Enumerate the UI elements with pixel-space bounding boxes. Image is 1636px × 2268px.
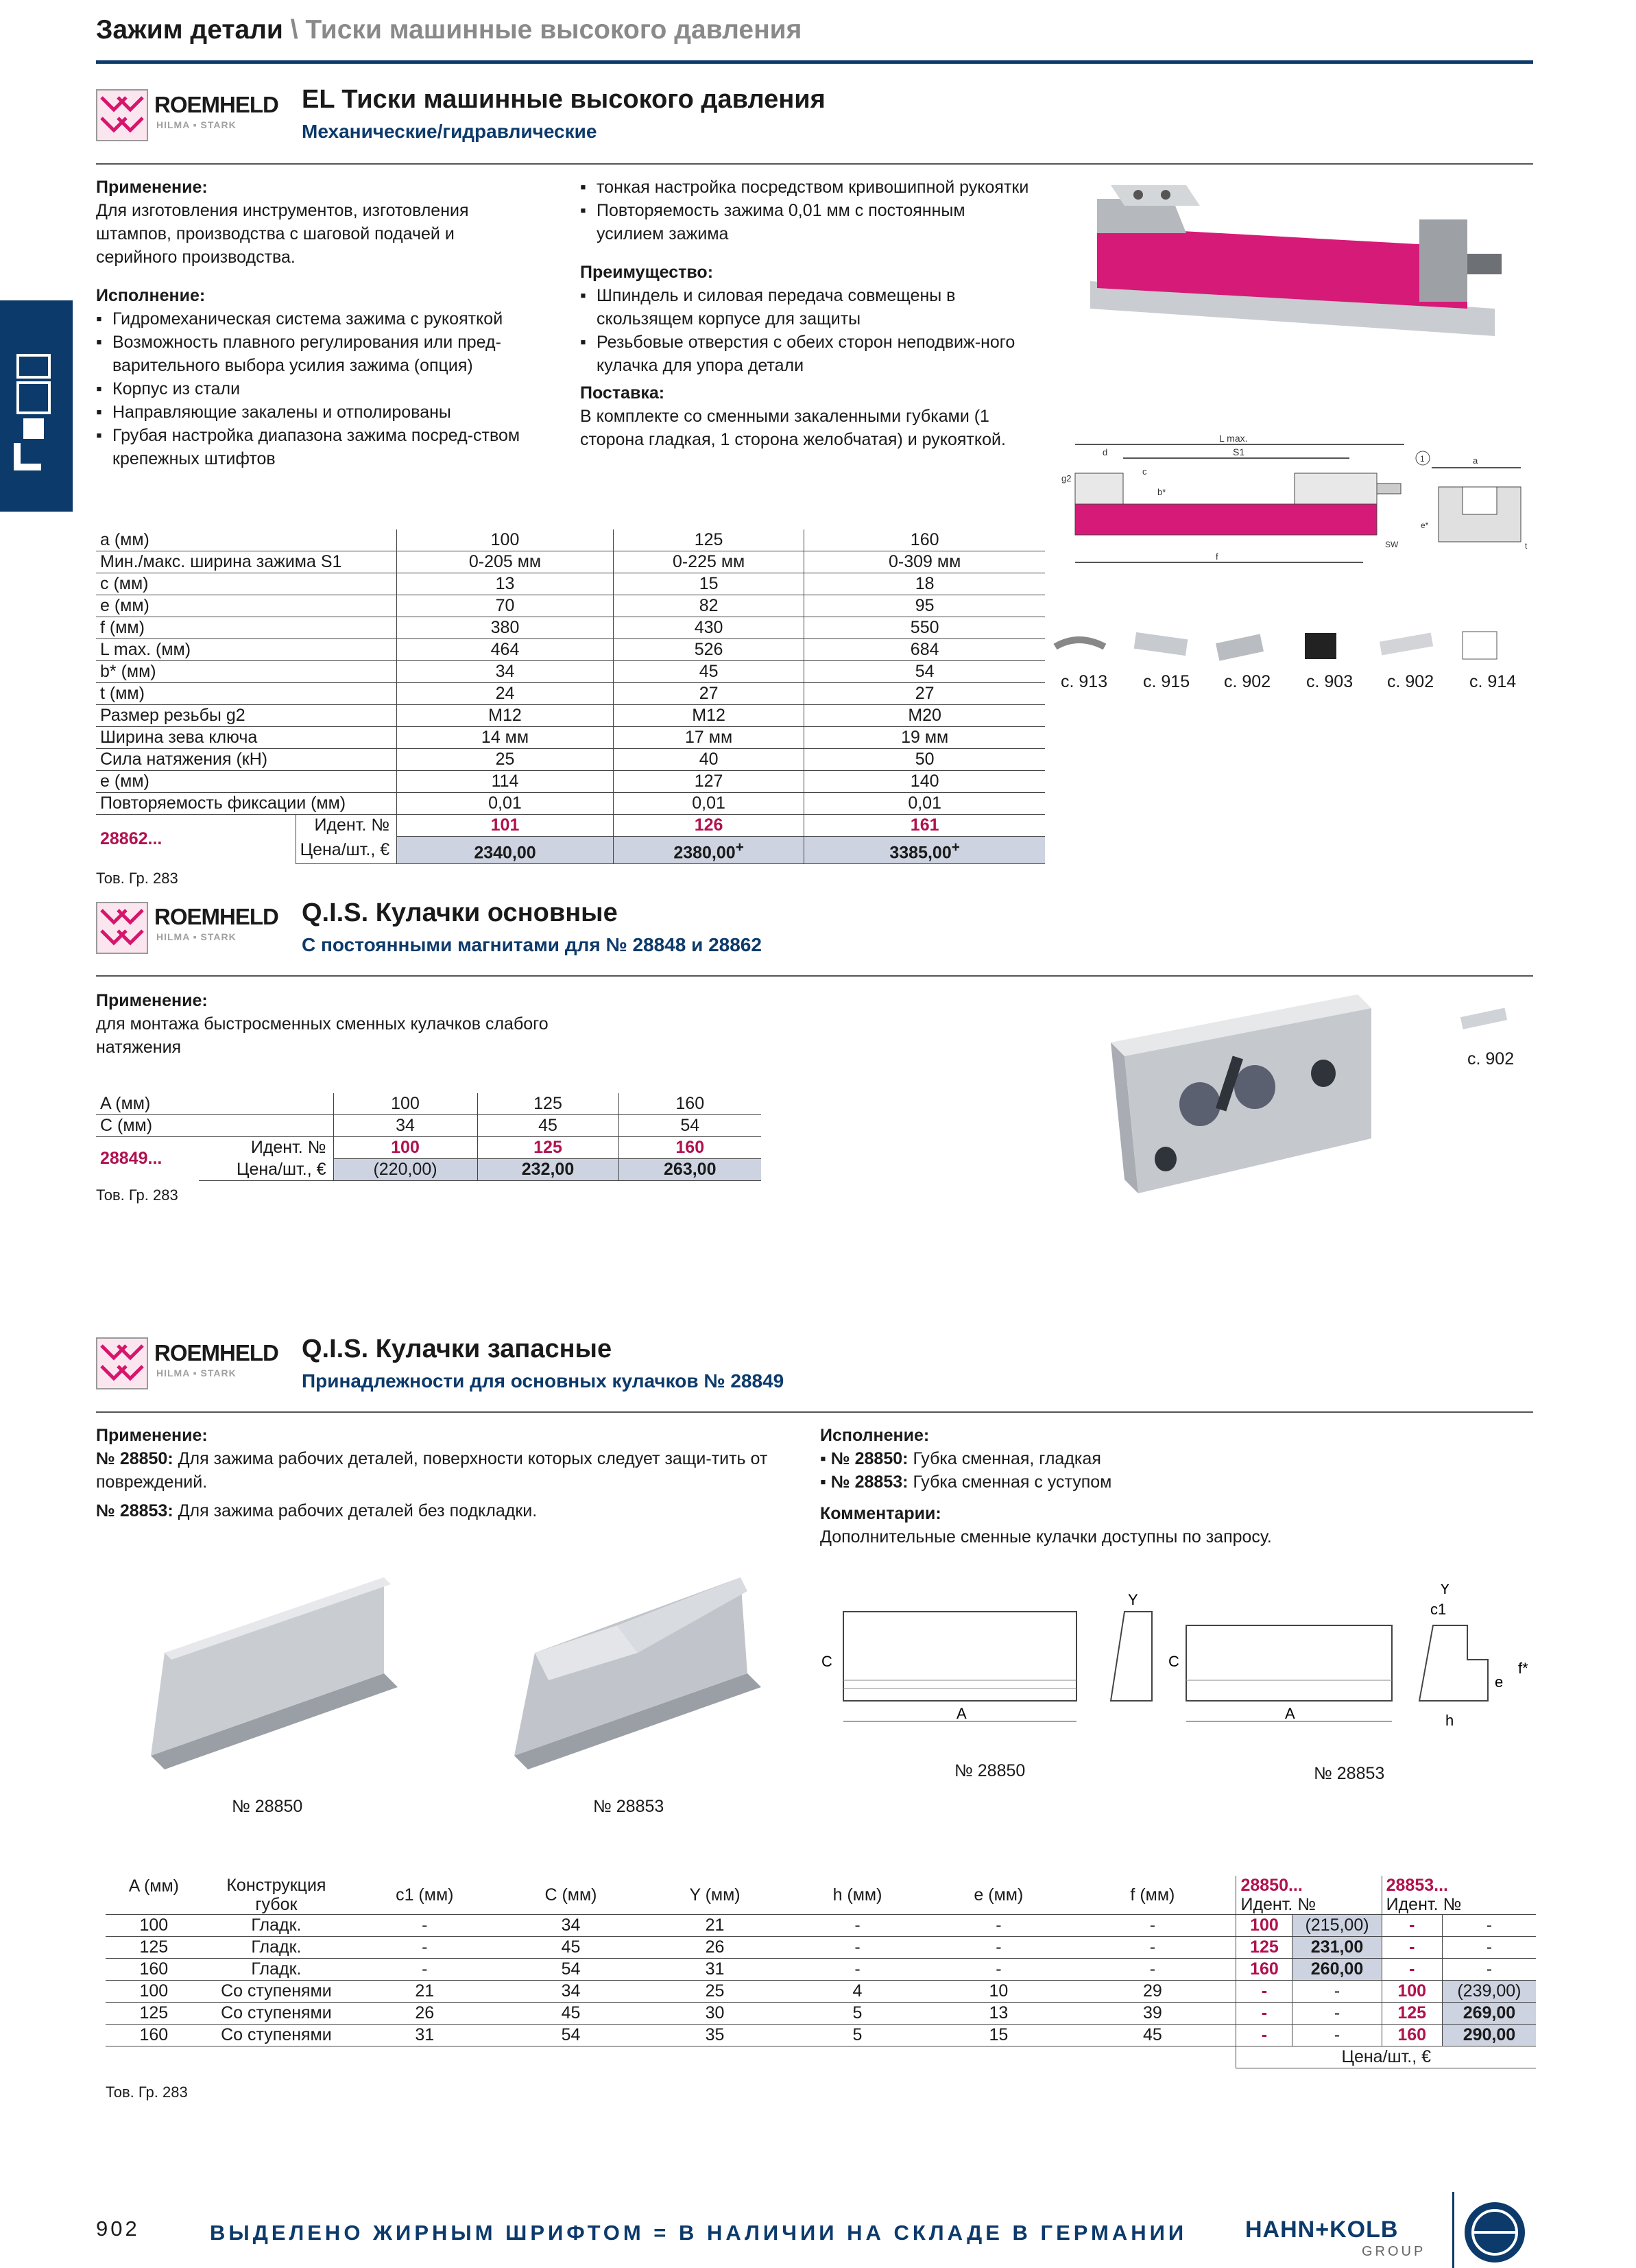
brand-sub: HILMA ▪ STARK <box>156 1368 237 1378</box>
app-text: Для изготовления инструментов, изготовления штампов, производства с шаговой подачей и серийного производства. <box>96 201 469 267</box>
ident-label: Идент. № <box>1240 1895 1316 1914</box>
brand-name: ROEMHELD <box>154 92 278 117</box>
ref-label: с. 903 <box>1306 672 1354 691</box>
side-tab <box>0 300 73 512</box>
ref-label: с. 915 <box>1143 672 1190 691</box>
drawing-label: A <box>957 1705 967 1722</box>
ident-number: 160 <box>618 1137 761 1159</box>
section-3-app <box>96 1424 802 1523</box>
ref-label: с. 902 <box>1467 1049 1515 1069</box>
table-row: e (мм) 70 82 95 <box>96 595 1045 617</box>
app-heading: Применение: <box>96 991 208 1010</box>
table-row: 160 Со ступенями 31 54 35 5 15 45 - - 160 290,00 <box>106 2025 1536 2046</box>
stock-note: ВЫДЕЛЕНО ЖИРНЫМ ШРИФТОМ = В НАЛИЧИИ НА СКЛАДЕ В ГЕРМАНИИ <box>210 2221 1188 2245</box>
table-row: t (мм) 24 27 27 <box>96 683 1045 705</box>
brand-name: ROEMHELD <box>154 904 278 929</box>
header-row: A (мм) Конструкция губок c1 (мм) C (мм) Y (мм) h (мм) e (мм) f (мм) 28850... Идент. № 28853... Идент. № <box>106 1876 1536 1915</box>
drawing-label: e* <box>1421 521 1429 530</box>
drawing-label: b* <box>1157 487 1166 497</box>
ident-number: 161 <box>804 815 1045 837</box>
comment-text: Дополнительные сменные кулачки доступны по запросу. <box>820 1527 1272 1547</box>
table-row: e (мм) 114 127 140 <box>96 771 1045 793</box>
order-number: 28853... <box>1386 1876 1448 1895</box>
drawing-label: L max. <box>1219 433 1248 444</box>
ref-label: с. 913 <box>1061 672 1108 691</box>
section-1-col2 <box>580 176 1033 451</box>
jaw-photo-28853 <box>507 1571 768 1790</box>
ident-label: Идент. № <box>250 1138 326 1158</box>
table-row: c (мм) 13 15 18 <box>96 573 1045 595</box>
photo-caption: № 28853 <box>593 1797 664 1816</box>
section-3-subtitle: Принадлежности для основных кулачков № 28849 <box>302 1370 784 1392</box>
price: 3385,00+ <box>804 837 1045 864</box>
app-text-1: № 28850: Для зажима рабочих деталей, поверхности которых следует защи-тить от повреждений. <box>96 1449 768 1492</box>
price: 263,00 <box>618 1159 761 1181</box>
price: (220,00) <box>333 1159 477 1181</box>
table-row: Повторяемость фиксации (мм) 0,01 0,01 0,01 <box>96 793 1045 815</box>
product-group: Тов. Гр. 283 <box>96 1186 178 1204</box>
roemheld-logo-1 <box>96 89 148 141</box>
col2-item: ▪ тонкая настройка посредством кривошипной рукоятки <box>580 176 1033 199</box>
table-row: C (мм) 34 45 54 <box>96 1115 761 1137</box>
photo-caption: № 28850 <box>232 1797 303 1816</box>
table-row: 160 Гладк. - 54 31 - - - 160 260,00 - - <box>106 1959 1536 1981</box>
ref-label: с. 902 <box>1387 672 1434 691</box>
table-row: 100 Со ступенями 21 34 25 4 10 29 - - 100 (239,00) <box>106 1981 1536 2003</box>
adv-heading: Преимущество: <box>580 263 714 282</box>
section-2-rule <box>96 975 1533 977</box>
ident-number: 101 <box>397 815 614 837</box>
order-number: 28849... <box>100 1149 163 1169</box>
hahn-kolb-logo-text: HAHN+KOLB <box>1245 2217 1399 2243</box>
table-row: 100 Гладк. - 34 21 - - - 100 (215,00) - - <box>106 1915 1536 1937</box>
brand-sub: HILMA ▪ STARK <box>156 931 237 942</box>
page-number: 902 <box>96 2217 140 2241</box>
spec-table-1 <box>96 529 1045 864</box>
exec-heading: Исполнение: <box>96 286 206 305</box>
hahn-kolb-group: GROUP <box>1362 2244 1426 2259</box>
drawing-label: 1 <box>1420 454 1425 464</box>
product-group: Тов. Гр. 283 <box>96 870 178 887</box>
header-rule <box>96 60 1533 64</box>
table-row: 125 Со ступенями 26 45 30 5 13 39 - - 125 269,00 <box>106 2003 1536 2025</box>
ident-number: 125 <box>477 1137 618 1159</box>
section-2-subtitle: С постоянными магнитами для № 28848 и 28862 <box>302 934 762 955</box>
drawing-label: A <box>1285 1705 1295 1722</box>
app-text-2: № 28853: Для зажима рабочих деталей без подкладки. <box>96 1501 538 1520</box>
app-heading: Применение: <box>96 178 208 197</box>
price-label-row <box>106 2046 1536 2068</box>
vise-drawing <box>1061 432 1541 590</box>
comment-heading: Комментарии: <box>820 1504 941 1523</box>
spec-table-3 <box>106 1876 1536 2068</box>
section-1-title: EL Тиски машинные высокого давления <box>302 85 826 114</box>
ident-row <box>96 815 1045 837</box>
section-3-title: Q.I.S. Кулачки запасные <box>302 1335 612 1363</box>
hahn-kolb-emblem-icon <box>1460 2198 1529 2267</box>
product-group: Тов. Гр. 283 <box>106 2084 188 2101</box>
section-1-col1 <box>96 176 535 470</box>
price: 232,00 <box>477 1159 618 1181</box>
drawing-label: d <box>1103 447 1108 457</box>
drawing-label: a <box>1473 455 1478 466</box>
drawing-label: f* <box>1518 1660 1528 1677</box>
vise-photo <box>1083 171 1522 377</box>
section-2-text <box>96 989 562 1059</box>
drawing-label: t <box>1525 541 1528 551</box>
drawing-label: f <box>1216 551 1218 562</box>
ident-row <box>96 1137 761 1159</box>
exec-item: ▪ Корпус из стали <box>96 377 535 401</box>
table-row: L max. (мм) 464 526 684 <box>96 639 1045 661</box>
table-row: f (мм) 380 430 550 <box>96 617 1045 639</box>
roemheld-logo-3 <box>96 1337 148 1389</box>
supply-text: В комплекте со сменными закаленными губками (1 сторона гладкая, 1 сторона желобчатая) и рукояткой. <box>580 407 1006 449</box>
drawing-caption: № 28850 <box>954 1761 1026 1780</box>
drawing-label: Y <box>1440 1584 1450 1597</box>
drawing-label: C <box>821 1653 832 1670</box>
table-row: Ширина зева ключа 14 мм 17 мм 19 мм <box>96 727 1045 749</box>
accessory-refs <box>1051 621 1545 694</box>
order-number: 28862... <box>100 829 163 849</box>
drawing-label: C <box>1168 1653 1179 1670</box>
section-3-rule <box>96 1411 1533 1413</box>
roemheld-logo-2 <box>96 902 148 954</box>
table-row: Мин./макс. ширина зажима S1 0-205 мм 0-225 мм 0-309 мм <box>96 551 1045 573</box>
price: 2380,00+ <box>613 837 804 864</box>
drawing-label: c1 <box>1430 1601 1447 1618</box>
exec-item: ▪ Грубая настройка диапазона зажима посред-ством крепежных штифтов <box>96 424 535 470</box>
exec-item: ▪ Гидромеханическая система зажима с рукояткой <box>96 307 535 331</box>
exec-item: ▪ № 28853: Губка сменная с уступом <box>820 1472 1112 1492</box>
page-title <box>96 15 802 45</box>
section-3-exec <box>820 1424 1506 1549</box>
drawing-label: h <box>1445 1712 1454 1729</box>
ident-label: Идент. № <box>296 815 397 837</box>
drawing-caption: № 28853 <box>1314 1764 1385 1783</box>
jaw-drawings <box>816 1584 1543 1742</box>
ref-label: с. 902 <box>1224 672 1271 691</box>
drawing-label: g2 <box>1061 473 1072 484</box>
table-row: Размер резьбы g2 M12 M12 M20 <box>96 705 1045 727</box>
ref-label: с. 914 <box>1469 672 1517 691</box>
price-label: Цена/шт., € <box>1236 2046 1536 2068</box>
spec-table-2 <box>96 1093 761 1181</box>
ident-number: 126 <box>613 815 804 837</box>
section-1-rule <box>96 163 1533 165</box>
order-number: 28850... <box>1240 1876 1303 1895</box>
table-row: a (мм) 100 125 160 <box>96 529 1045 551</box>
exec-item: ▪ Направляющие закалены и отполированы <box>96 401 535 424</box>
accessory-thumbnail <box>1457 1000 1512 1041</box>
exec-item: ▪ № 28850: Губка сменная, гладкая <box>820 1449 1101 1468</box>
adv-item: ▪ Резьбовые отверстия с обеих сторон неподвиж-ного кулачка для упора детали <box>580 331 1033 377</box>
table-row: A (мм) 100 125 160 <box>96 1093 761 1115</box>
table-row: b* (мм) 34 45 54 <box>96 661 1045 683</box>
accessory-thumbnails <box>1051 621 1545 669</box>
table-row: 125 Гладк. - 45 26 - - - 125 231,00 - - <box>106 1937 1536 1959</box>
vise-icon <box>0 300 73 512</box>
col2-item: ▪ Повторяемость зажима 0,01 мм с постоянным усилием зажима <box>580 199 1033 246</box>
drawing-label: Y <box>1128 1591 1138 1608</box>
jaw-photo-28850 <box>144 1571 405 1790</box>
drawing-label: SW <box>1385 540 1399 549</box>
footer-divider <box>1452 2192 1454 2268</box>
app-text: для монтажа быстросменных сменных кулачков слабого натяжения <box>96 1014 549 1057</box>
base-jaw-photo <box>1097 988 1385 1207</box>
page-title-separator: \ <box>282 15 306 45</box>
table-row: Сила натяжения (кН) 25 40 50 <box>96 749 1045 771</box>
page-title-sub: Тиски машинные высокого давления <box>305 15 802 45</box>
exec-item: ▪ Возможность плавного регулирования или пред-варительного выбора усилия зажима (опция) <box>96 331 535 377</box>
drawing-label: e <box>1495 1673 1504 1691</box>
drawing-label: c <box>1142 466 1147 477</box>
section-1-subtitle: Механические/гидравлические <box>302 121 597 142</box>
adv-item: ▪ Шпиндель и силовая передача совмещены в скользящем корпусе для защиты <box>580 284 1033 331</box>
price: 2340,00 <box>397 837 614 864</box>
exec-heading: Исполнение: <box>820 1426 930 1445</box>
ident-label: Идент. № <box>1386 1895 1462 1914</box>
supply-heading: Поставка: <box>580 383 665 403</box>
app-heading: Применение: <box>96 1426 208 1445</box>
brand-sub: HILMA ▪ STARK <box>156 119 237 130</box>
page-title-main: Зажим детали <box>96 15 283 45</box>
section-2-title: Q.I.S. Кулачки основные <box>302 898 618 927</box>
drawing-label: S1 <box>1233 446 1245 457</box>
price-label: Цена/шт., € <box>199 1159 333 1181</box>
price-label: Цена/шт., € <box>296 837 397 864</box>
ident-number: 100 <box>333 1137 477 1159</box>
brand-name: ROEMHELD <box>154 1340 278 1365</box>
